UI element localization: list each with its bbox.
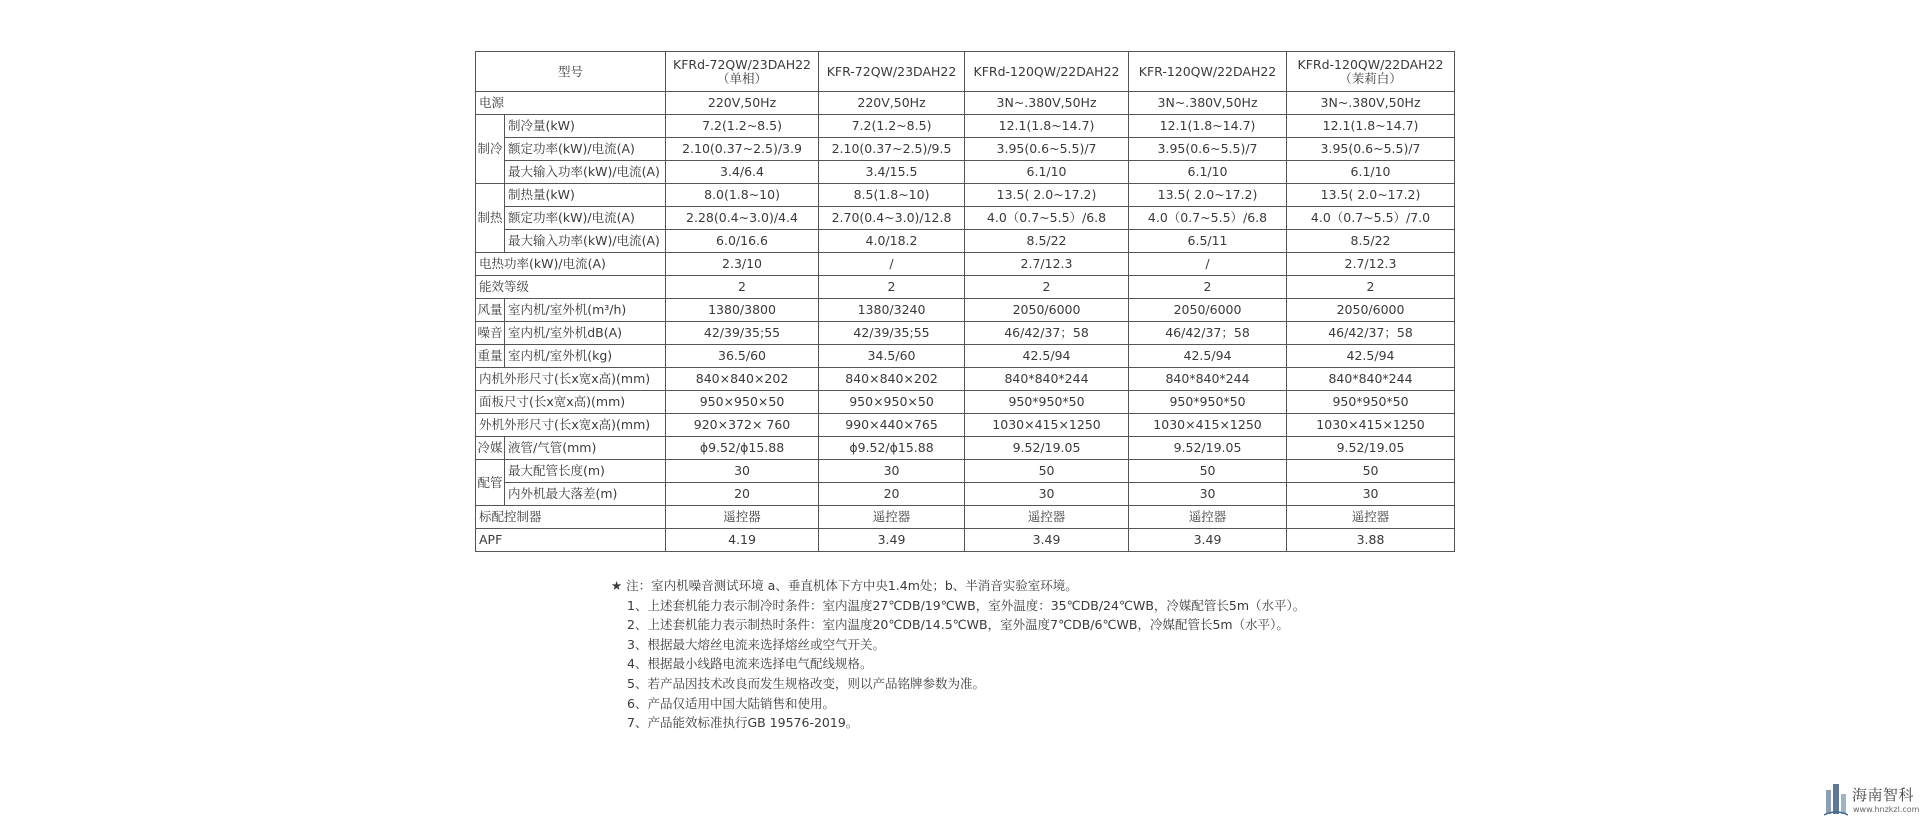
table-cell: 2.3/10	[666, 253, 819, 276]
table-cell: 7.2(1.2~8.5)	[819, 115, 965, 138]
model-name: KFRd-120QW/22DAH22	[965, 52, 1129, 92]
table-cell: 2050/6000	[1287, 299, 1455, 322]
group-label: 风量	[476, 299, 505, 322]
table-cell: 8.0(1.8~10)	[666, 184, 819, 207]
row-label: 额定功率(kW)/电流(A)	[505, 138, 666, 161]
note-item: 1、上述套机能力表示制冷时条件：室内温度27℃DB/19℃WB，室外温度：35℃DB/24℃WB，冷媒配管长5m（水平）。	[627, 597, 1306, 613]
table-row	[476, 529, 1455, 552]
table-cell: 4.0（0.7~5.5）/6.8	[1129, 207, 1287, 230]
spec-table	[475, 51, 1455, 552]
table-cell: 30	[965, 483, 1129, 506]
table-cell: 30	[666, 460, 819, 483]
table-cell: 840×840×202	[819, 368, 965, 391]
table-cell: 42/39/35;55	[819, 322, 965, 345]
row-label: 液管/气管(mm)	[505, 437, 666, 460]
table-cell: 950×950×50	[819, 391, 965, 414]
table-cell: 42/39/35;55	[666, 322, 819, 345]
table-row	[476, 345, 1455, 368]
table-row	[476, 276, 1455, 299]
table-cell: 30	[1287, 483, 1455, 506]
table-row	[476, 230, 1455, 253]
table-cell: 34.5/60	[819, 345, 965, 368]
table-cell: 6.1/10	[1129, 161, 1287, 184]
table-row	[476, 460, 1455, 483]
row-label: 室内机/室外机dB(A)	[505, 322, 666, 345]
table-row	[476, 437, 1455, 460]
row-label: 最大配管长度(m)	[505, 460, 666, 483]
table-cell: 950*950*50	[1287, 391, 1455, 414]
table-row	[476, 506, 1455, 529]
group-label: 重量	[476, 345, 505, 368]
table-cell: 920×372× 760	[666, 414, 819, 437]
table-cell: 42.5/94	[1129, 345, 1287, 368]
watermark-url: www.hnzkzl.com	[1853, 805, 1920, 814]
table-row	[476, 253, 1455, 276]
table-cell: 42.5/94	[965, 345, 1129, 368]
note-item: 4、根据最小线路电流来选择电气配线规格。	[627, 656, 873, 672]
note-item: 2、上述套机能力表示制热时条件：室内温度20℃DB/14.5℃WB，室外温度7℃DB/6℃WB，冷媒配管长5m（水平）。	[627, 617, 1289, 633]
table-cell: 3.95(0.6~5.5)/7	[1287, 138, 1455, 161]
row-label: 电热功率(kW)/电流(A)	[476, 253, 666, 276]
table-cell: 46/42/37；58	[965, 322, 1129, 345]
table-cell: 36.5/60	[666, 345, 819, 368]
table-row	[476, 92, 1455, 115]
group-label: 制热	[476, 184, 505, 253]
table-cell: 4.0（0.7~5.5）/6.8	[965, 207, 1129, 230]
row-label: 内机外形尺寸(长x宽x高)(mm)	[476, 368, 666, 391]
table-cell: 3.95(0.6~5.5)/7	[965, 138, 1129, 161]
table-cell: 3.95(0.6~5.5)/7	[1129, 138, 1287, 161]
note-item: 6、产品仅适用中国大陆销售和使用。	[627, 695, 835, 711]
table-cell: 2.28(0.4~3.0)/4.4	[666, 207, 819, 230]
table-cell: 3.49	[819, 529, 965, 552]
table-cell: 6.1/10	[965, 161, 1129, 184]
table-cell: 220V,50Hz	[666, 92, 819, 115]
table-cell: 3.4/15.5	[819, 161, 965, 184]
table-cell: 8.5(1.8~10)	[819, 184, 965, 207]
table-cell: 840*840*244	[965, 368, 1129, 391]
table-cell: 50	[1129, 460, 1287, 483]
table-cell: 4.0/18.2	[819, 230, 965, 253]
table-row	[476, 368, 1455, 391]
group-label: 配管	[476, 460, 505, 506]
table-row	[476, 207, 1455, 230]
table-cell: 2.70(0.4~3.0)/12.8	[819, 207, 965, 230]
note-header: ★ 注：室内机噪音测试环境 a、垂直机体下方中央1.4m处；b、半消音实验室环境。	[611, 578, 1078, 593]
model-name: KFR-120QW/22DAH22	[1129, 52, 1287, 92]
table-row	[476, 322, 1455, 345]
table-cell: 6.5/11	[1129, 230, 1287, 253]
table-cell: 12.1(1.8~14.7)	[965, 115, 1129, 138]
table-cell: 13.5( 2.0~17.2)	[1129, 184, 1287, 207]
header-row	[476, 52, 1455, 92]
table-row	[476, 391, 1455, 414]
table-cell: 990×440×765	[819, 414, 965, 437]
table-cell: 3.49	[965, 529, 1129, 552]
table-cell: ϕ9.52/ϕ15.88	[666, 437, 819, 460]
table-cell: 13.5( 2.0~17.2)	[965, 184, 1129, 207]
row-label: 制冷量(kW)	[505, 115, 666, 138]
table-cell: 2050/6000	[1129, 299, 1287, 322]
table-cell: /	[1129, 253, 1287, 276]
table-row	[476, 414, 1455, 437]
table-cell: 950×950×50	[666, 391, 819, 414]
table-cell: 2.7/12.3	[965, 253, 1129, 276]
table-cell: 9.52/19.05	[965, 437, 1129, 460]
table-cell: ϕ9.52/ϕ15.88	[819, 437, 965, 460]
table-cell: 840*840*244	[1287, 368, 1455, 391]
note-item: 3、根据最大熔丝电流来选择熔丝或空气开关。	[627, 636, 885, 652]
table-cell: 遥控器	[819, 506, 965, 529]
table-cell: 220V,50Hz	[819, 92, 965, 115]
table-cell: 4.0（0.7~5.5）/7.0	[1287, 207, 1455, 230]
table-cell: 30	[1129, 483, 1287, 506]
table-cell: 1030×415×1250	[1129, 414, 1287, 437]
model-name: KFRd-72QW/23DAH22 （单相）	[666, 52, 819, 92]
table-cell: 7.2(1.2~8.5)	[666, 115, 819, 138]
table-cell: 950*950*50	[1129, 391, 1287, 414]
table-cell: 1030×415×1250	[965, 414, 1129, 437]
table-cell: 2	[965, 276, 1129, 299]
model-name: KFRd-120QW/22DAH22 （茉莉白）	[1287, 52, 1455, 92]
table-cell: /	[819, 253, 965, 276]
notes-block	[611, 576, 1305, 733]
table-row	[476, 184, 1455, 207]
table-cell: 2.10(0.37~2.5)/3.9	[666, 138, 819, 161]
table-cell: 2	[666, 276, 819, 299]
row-label: 能效等级	[476, 276, 666, 299]
table-cell: 遥控器	[965, 506, 1129, 529]
table-cell: 42.5/94	[1287, 345, 1455, 368]
table-cell: 20	[819, 483, 965, 506]
table-cell: 遥控器	[1287, 506, 1455, 529]
table-cell: 2	[819, 276, 965, 299]
table-cell: 6.0/16.6	[666, 230, 819, 253]
row-label: 最大输入功率(kW)/电流(A)	[505, 161, 666, 184]
table-cell: 3N~.380V,50Hz	[1129, 92, 1287, 115]
group-label: 制冷	[476, 115, 505, 184]
row-label: 面板尺寸(长x宽x高)(mm)	[476, 391, 666, 414]
row-label: 标配控制器	[476, 506, 666, 529]
note-item: 5、若产品因技术改良而发生规格改变，则以产品铭牌参数为准。	[627, 675, 985, 691]
table-cell: 3.49	[1129, 529, 1287, 552]
table-cell: 6.1/10	[1287, 161, 1455, 184]
group-label: 噪音	[476, 322, 505, 345]
table-row	[476, 299, 1455, 322]
table-cell: 20	[666, 483, 819, 506]
table-cell: 46/42/37；58	[1287, 322, 1455, 345]
row-label: 外机外形尺寸(长x宽x高)(mm)	[476, 414, 666, 437]
table-cell: 50	[965, 460, 1129, 483]
table-row	[476, 115, 1455, 138]
table-cell: 1380/3800	[666, 299, 819, 322]
row-label: 电源	[476, 92, 666, 115]
table-cell: 12.1(1.8~14.7)	[1129, 115, 1287, 138]
table-cell: 950*950*50	[965, 391, 1129, 414]
row-label: 额定功率(kW)/电流(A)	[505, 207, 666, 230]
table-cell: 2.10(0.37~2.5)/9.5	[819, 138, 965, 161]
table-row	[476, 161, 1455, 184]
table-row	[476, 483, 1455, 506]
model-header-label: 型号	[476, 52, 666, 92]
table-cell: 3.4/6.4	[666, 161, 819, 184]
table-cell: 8.5/22	[1287, 230, 1455, 253]
table-cell: 840*840*244	[1129, 368, 1287, 391]
model-name: KFR-72QW/23DAH22	[819, 52, 965, 92]
watermark-name: 海南智科	[1852, 786, 1915, 804]
table-cell: 30	[819, 460, 965, 483]
table-cell: 3N~.380V,50Hz	[1287, 92, 1455, 115]
row-label: 内外机最大落差(m)	[505, 483, 666, 506]
note-item: 7、产品能效标准执行GB 19576-2019。	[627, 715, 859, 731]
table-cell: 840×840×202	[666, 368, 819, 391]
row-label: 室内机/室外机(m³/h)	[505, 299, 666, 322]
table-cell: 4.19	[666, 529, 819, 552]
table-cell: 9.52/19.05	[1129, 437, 1287, 460]
row-label: APF	[476, 529, 666, 552]
table-cell: 1030×415×1250	[1287, 414, 1455, 437]
table-cell: 13.5( 2.0~17.2)	[1287, 184, 1455, 207]
table-cell: 遥控器	[666, 506, 819, 529]
table-cell: 1380/3240	[819, 299, 965, 322]
building-icon	[1824, 782, 1848, 816]
row-label: 制热量(kW)	[505, 184, 666, 207]
table-cell: 2	[1287, 276, 1455, 299]
table-cell: 46/42/37；58	[1129, 322, 1287, 345]
row-label: 最大输入功率(kW)/电流(A)	[505, 230, 666, 253]
row-label: 室内机/室外机(kg)	[505, 345, 666, 368]
table-cell: 遥控器	[1129, 506, 1287, 529]
table-cell: 2.7/12.3	[1287, 253, 1455, 276]
table-cell: 2	[1129, 276, 1287, 299]
table-row	[476, 138, 1455, 161]
table-cell: 2050/6000	[965, 299, 1129, 322]
group-label: 冷媒	[476, 437, 505, 460]
table-cell: 3.88	[1287, 529, 1455, 552]
table-cell: 3N~.380V,50Hz	[965, 92, 1129, 115]
watermark-logo	[1824, 780, 1920, 822]
table-cell: 12.1(1.8~14.7)	[1287, 115, 1455, 138]
table-cell: 8.5/22	[965, 230, 1129, 253]
table-cell: 9.52/19.05	[1287, 437, 1455, 460]
table-cell: 50	[1287, 460, 1455, 483]
